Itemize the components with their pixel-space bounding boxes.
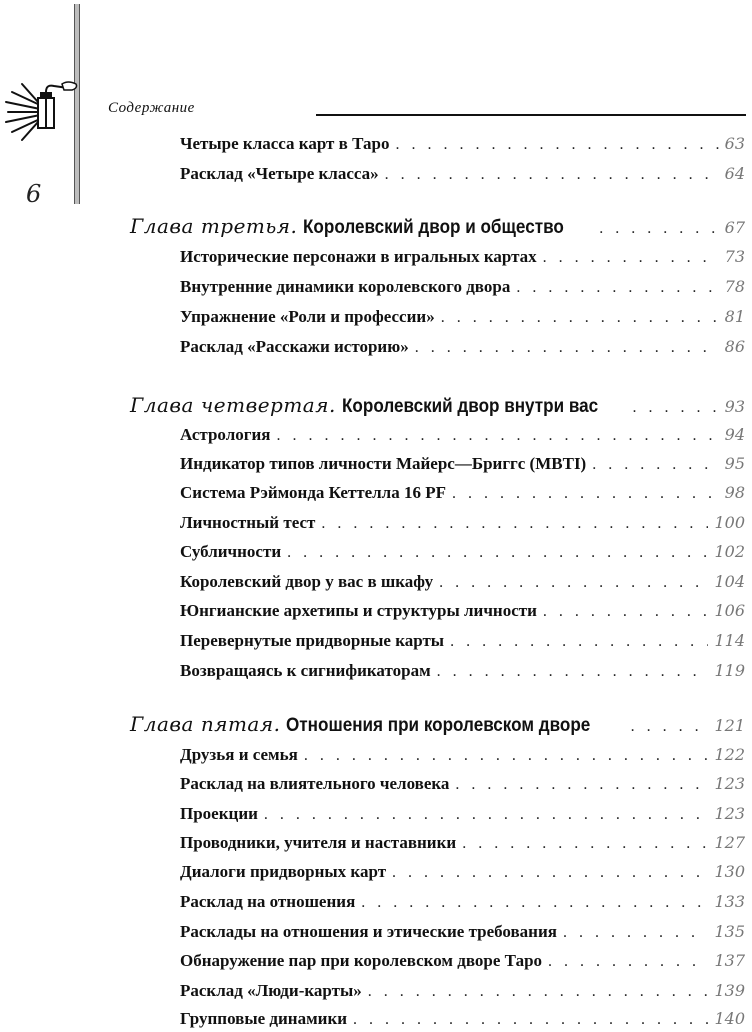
dot-leader [455,776,708,794]
toc-entry [180,892,745,912]
toc-entry [180,922,745,942]
toc-entry-title: Обнаружение пар при королевском дворе Таро [180,951,543,970]
toc-entry-page: 93 [724,397,745,416]
hand-lantern-icon [2,80,80,144]
toc-entry-title: Личностный тест [180,513,316,532]
dot-leader [548,953,708,971]
dot-leader [632,399,718,417]
toc-entry-title: Субличности [180,542,282,561]
dot-leader [437,663,709,681]
dot-leader [450,633,708,651]
dot-leader [462,835,708,853]
toc-entry-title: Система Рэймонда Кеттелла 16 PF [180,483,446,502]
toc-entry [180,745,745,765]
toc-entry-page: 86 [724,337,745,356]
toc-entry [180,542,745,562]
toc-entry-page: 94 [724,425,745,444]
dot-leader [395,136,718,154]
toc-entry [180,981,745,1001]
dot-leader [385,166,719,184]
toc-entry-title: Юнгианские архетипы и структуры личности [180,601,537,620]
toc-entry [180,277,745,297]
dot-leader [592,456,718,474]
header-rule [316,114,746,116]
toc-entry-page: 137 [714,951,745,970]
toc-entry-title: Упражнение «Роли и профессии» [180,307,435,326]
dot-leader [415,339,719,357]
chapter-lead: Глава пятая. [130,712,281,736]
toc-entry-title: Расклад «Четыре класса» [180,164,379,183]
toc-entry-page: 139 [714,981,745,1000]
dot-leader [543,603,709,621]
dot-leader [631,718,709,736]
dot-leader [321,515,708,533]
dot-leader [264,806,709,824]
toc-entry-page: 95 [724,454,745,473]
dot-leader [368,983,709,1001]
toc-entry-title: Проводники, учителя и наставники [180,833,457,852]
toc-entry-title: Расклады на отношения и этические требования [180,922,557,941]
running-head: Содержание [108,100,195,116]
dot-leader [452,485,719,503]
toc-entry [180,601,745,621]
toc-entry [180,164,745,184]
chapter-lead: Глава третья. [130,214,298,238]
toc-entry [180,1009,745,1029]
toc-entry-page: 122 [714,745,745,764]
toc-entry-page: 130 [714,862,745,881]
toc-entry-page: 127 [714,833,745,852]
toc-entry [180,862,745,882]
toc-entry-page: 63 [724,134,745,153]
toc-entry-page: 133 [714,892,745,911]
toc-entry-page: 67 [724,218,745,237]
chapter-title: Королевский двор внутри вас [341,396,599,417]
toc-entry [180,774,745,794]
toc-entry [180,661,745,681]
toc-entry-page: 104 [714,572,745,591]
toc-entry-page: 78 [724,277,745,296]
toc-entry-title: Исторические персонажи в игральных картах [180,247,537,266]
toc-entry-title: Индикатор типов личности Майерс—Бриггс (MBTI) [180,454,587,473]
toc-entry-page: 114 [714,631,745,650]
chapter-title: Отношения при королевском дворе [286,715,591,736]
toc-entry-page: 100 [714,513,745,532]
chapter-lead: Глава четвертая. [130,393,336,417]
toc-entry [180,247,745,267]
dot-leader [361,894,708,912]
toc-entry-title: Перевернутые придворные карты [180,631,445,650]
dot-leader [441,309,719,327]
dot-leader [304,747,709,765]
toc-entry [180,513,745,533]
toc-entry [180,425,745,445]
dot-leader [276,427,718,445]
toc-entry-title: Друзья и семья [180,745,298,764]
dot-leader [439,574,708,592]
toc-entry-title: Королевский двор у вас в шкафу [180,572,434,591]
dot-leader [563,924,708,942]
toc-entry [180,951,745,971]
toc-entry-page: 140 [714,1009,745,1028]
dot-leader [516,279,718,297]
dot-leader [353,1011,708,1029]
toc-entry-page: 121 [714,716,745,735]
toc-entry-page: 73 [724,247,745,266]
toc-entry-title: Возвращаясь к сигнификаторам [180,661,431,680]
toc-entry-page: 135 [714,922,745,941]
toc-entry-page: 102 [714,542,745,561]
toc-entry-title: Расклад на отношения [180,892,356,911]
toc-entry [180,833,745,853]
toc-entry-page: 64 [724,164,745,183]
toc-chapter [130,393,745,418]
chapter-title: Королевский двор и общество [303,217,565,238]
toc-entry-title: Расклад на влиятельного человека [180,774,450,793]
toc-entry [180,572,745,592]
toc-entry [180,631,745,651]
toc-entry-page: 119 [714,661,745,680]
toc-entry [180,483,745,503]
toc-entry-page: 123 [714,804,745,823]
toc-entry-page: 123 [714,774,745,793]
toc-entry [180,454,745,474]
toc-entry-title: Диалоги придворных карт [180,862,387,881]
toc-entry [180,307,745,327]
toc-entry-title: Расклад «Расскажи историю» [180,337,409,356]
toc-entry-title: Проекции [180,804,258,823]
toc-entry-page: 98 [724,483,745,502]
dot-leader [392,864,708,882]
toc-chapter [130,214,745,239]
toc-entry [180,337,745,357]
toc-entry-title: Групповые динамики [180,1009,348,1028]
page-number: 6 [26,180,42,208]
toc-chapter [130,712,745,737]
toc-entry [180,804,745,824]
dot-leader [599,220,718,238]
toc-entry-title: Астрология [180,425,271,444]
toc-entry-title: Внутренние динамики королевского двора [180,277,511,296]
toc-entry-page: 81 [724,307,745,326]
toc-entry-title: Расклад «Люди-карты» [180,981,362,1000]
toc-entry [180,134,745,154]
toc-entry-page: 106 [714,601,745,620]
dot-leader [287,544,708,562]
toc-entry-title: Четыре класса карт в Таро [180,134,390,153]
dot-leader [543,249,719,267]
